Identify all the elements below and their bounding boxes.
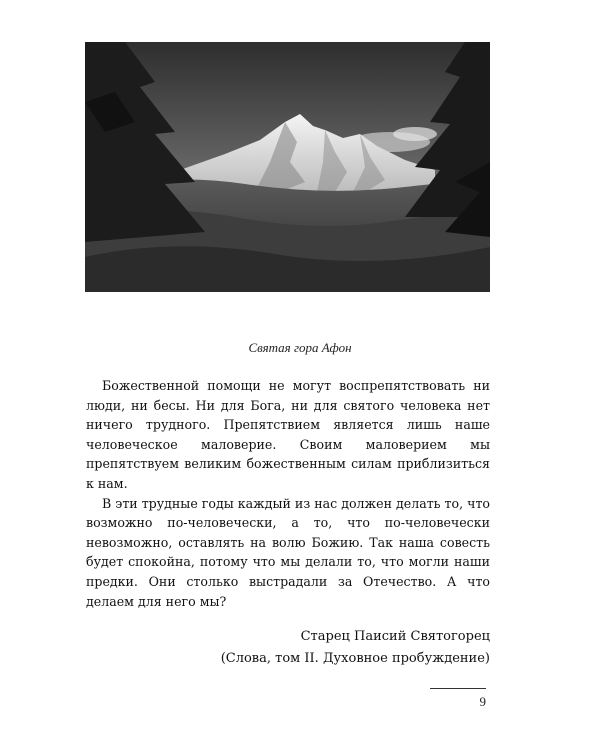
author-name: Старец Паисий Святогорец	[300, 629, 490, 644]
paragraph: Божественной помощи не могут воспрепятствовать ни люди, ни бесы. Ни для Бога, ни для святого человека нет ничего трудного. Препятствием является лишь наше человеческое маловерие. Своим маловерием мы препятствуем великим божественным силам приблизиться к нам.	[86, 378, 490, 491]
page-number: 9	[479, 694, 486, 709]
attribution	[221, 626, 490, 670]
photo-caption: Святая гора Афон	[248, 340, 352, 355]
page-number-rule	[430, 688, 486, 689]
source-title: (Слова, том II. Духовное пробуждение)	[220, 651, 490, 666]
athos-landscape-image	[85, 42, 490, 292]
paragraph: В эти трудные годы каждый из нас должен делать то, что возможно по-человечески, а то, что по-человечески невозможно, оставлять на волю Божию. Так наша совесть будет спокойна, потому что мы делали то, что могли наши предки. Они столько выстрадали за Отечество. А что делаем для него мы?	[86, 495, 490, 609]
quote-body	[86, 376, 490, 611]
mountain-photo	[85, 42, 490, 292]
